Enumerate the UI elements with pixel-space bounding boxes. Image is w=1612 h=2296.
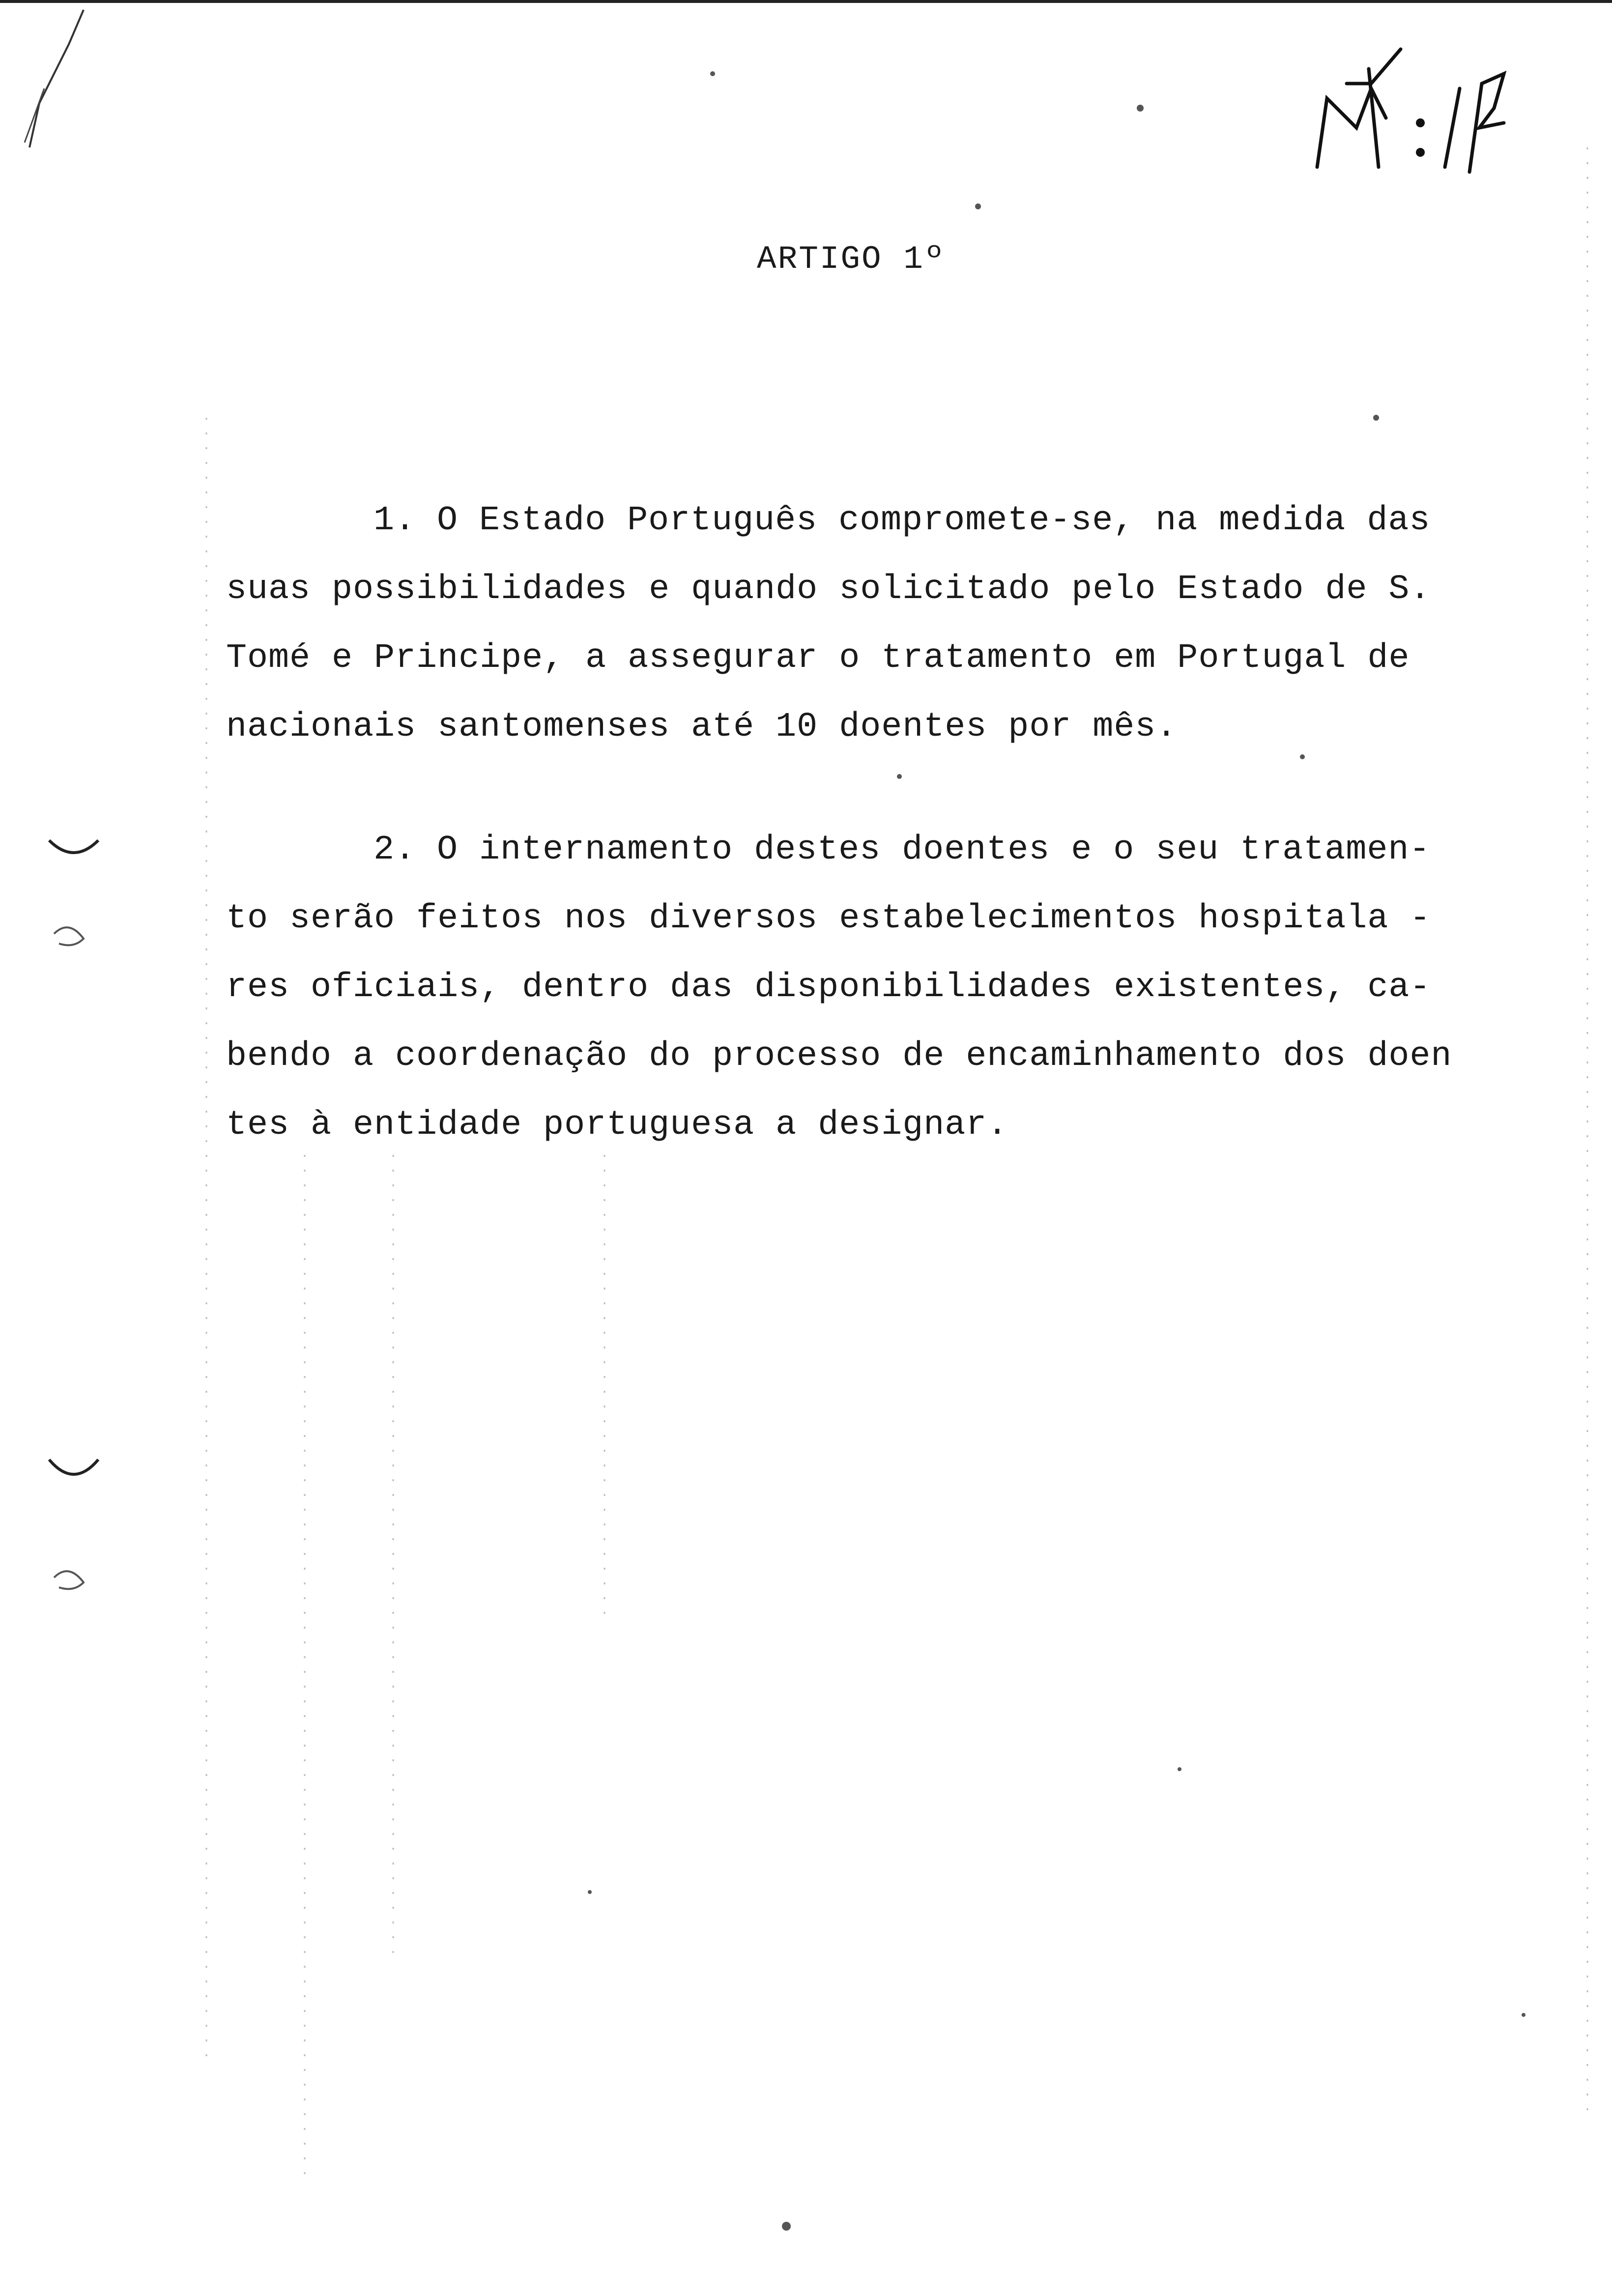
paragraph-line: tes à entidade portuguesa a designar. xyxy=(226,1106,1008,1145)
corner-pen-mark xyxy=(10,0,108,197)
paragraph-line: nacionais santomenses até 10 doentes por mês. xyxy=(226,708,1178,746)
paragraph-line: to serão feitos nos diversos estabelecimentos hospitala - xyxy=(226,899,1431,938)
handwritten-folio-number xyxy=(1297,29,1543,187)
paragraph-line: res oficiais, dentro das disponibilidades existentes, ca- xyxy=(226,968,1431,1007)
paragraph-line: 2. O internamento destes doentes e o seu tratamen- xyxy=(374,831,1431,869)
paragraph-line: bendo a coordenação do processo de encaminhamento dos doen xyxy=(226,1037,1452,1076)
paragraph-2 xyxy=(226,816,1455,1160)
paragraph-line: 1. O Estado Português compromete-se, na medida das xyxy=(374,501,1431,540)
binder-hole-marks xyxy=(29,811,118,1646)
paragraph-1 xyxy=(226,487,1455,762)
paragraph-line: suas possibilidades e quando solicitado pelo Estado de S. xyxy=(226,570,1431,609)
page-top-edge xyxy=(0,0,1612,3)
article-heading: ARTIGO 1º xyxy=(757,241,946,278)
paragraph-line: Tomé e Principe, a assegurar o tratamento em Portugal de xyxy=(226,639,1410,678)
